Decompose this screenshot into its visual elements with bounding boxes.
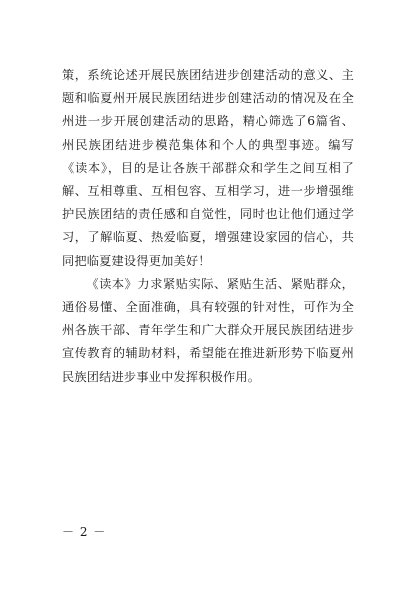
body-text (62, 64, 354, 389)
paragraph-continuation: 策，系统论述开展民族团结进步创建活动的意义、主题和临夏州开展民族团结进步创建活动的情况及在全州进一步开展创建活动的思路，精心筛选了6篇省、州民族团结进步模范集体和个人的典型事迹。编写《读本》，目的是让各族干部群众和学生之间互相了解、互相尊重、互相包容、互相学习，进一步增强维护民族团结的责任感和自觉性，同时也让他们通过学习，了解临夏、热爱临夏，增强建设家园的信心，共同把临夏建设得更加美好！ (62, 68, 354, 268)
paragraph-duben-description: 《读本》力求紧贴实际、紧贴生活、紧贴群众，通俗易懂、全面准确，具有较强的针对性，可作为全州各族干部、青年学生和广大群众开展民族团结进步宣传教育的辅助材料，希望能在推进新形势下临夏州民族团结进步事业中发挥积极作用。 (62, 276, 354, 384)
page-number: － 2 － (62, 525, 107, 539)
